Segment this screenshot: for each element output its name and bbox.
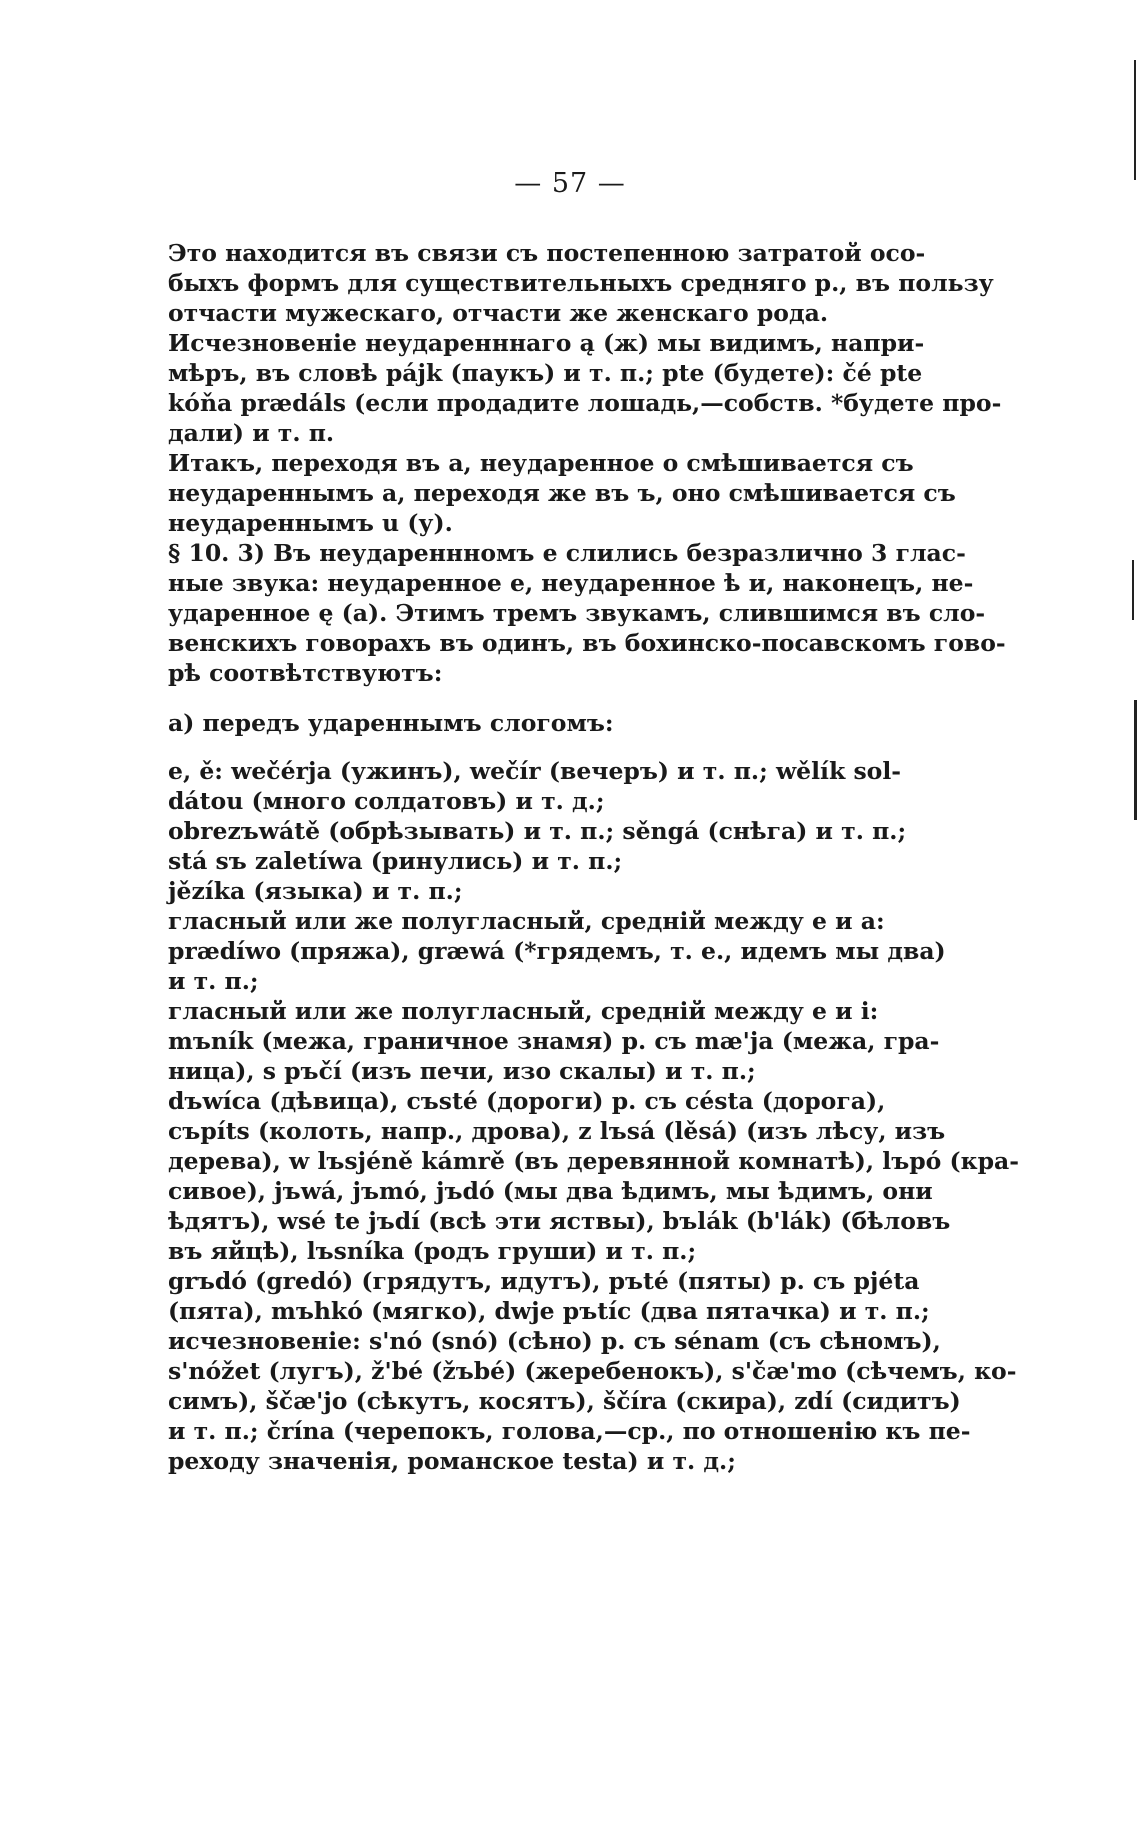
text-line: и т. п.; bbox=[168, 967, 259, 995]
text-line: отчасти мужескаго, отчасти же женскаго рода. bbox=[168, 299, 829, 327]
text-line: сивое), jъwá, jъmó, jъdó (мы два ѣдимъ, мы ѣдимъ, они bbox=[168, 1177, 933, 1205]
text-line: Итакъ, переходя въ а, неударенное о смѣшивается съ bbox=[168, 449, 914, 477]
text-line: stá sъ zaletíwa (ринулись) и т. п.; bbox=[168, 847, 623, 875]
text-line: неудареннымъ а, переходя же въ ъ, оно смѣшивается съ bbox=[168, 479, 956, 507]
text-line: е, ě: wečérja (ужинъ), wečír (вечеръ) и т. п.; wělík sol- bbox=[168, 757, 902, 785]
text-line: въ яйцѣ), lъsníka (родъ груши) и т. п.; bbox=[168, 1237, 697, 1265]
text-line: mъník (межа, граничное знамя) р. съ mæ'ja (межа, гра- bbox=[168, 1027, 940, 1055]
text-line: мѣръ, въ словѣ pájk (паукъ) и т. п.; pte (будете): čé pte bbox=[168, 359, 923, 387]
text-line: гласный или же полугласный, средній между е и а: bbox=[168, 907, 885, 935]
text-line: prædíwo (пряжа), græwá (*грядемъ, т. е., идемъ мы два) bbox=[168, 937, 946, 965]
text-line: Исчезновеніе неударенннаго ą (ж) мы видимъ, напри- bbox=[168, 329, 925, 357]
text-line: grъdó (gredó) (грядутъ, идутъ), pъté (пяты) р. съ pjéta bbox=[168, 1267, 920, 1295]
text-line: дали) и т. п. bbox=[168, 419, 335, 447]
text-line: (пята), mъhkó (мягко), dwje pъtíc (два пятачка) и т. п.; bbox=[168, 1297, 930, 1325]
text-line: венскихъ говорахъ въ одинъ, въ бохинско-посавскомъ гово- bbox=[168, 629, 1006, 657]
text-line: реходу значенія, романское testa) и т. д.; bbox=[168, 1447, 736, 1475]
section-heading-a: а) передъ удареннымъ слогомъ: bbox=[168, 709, 614, 737]
text-line: kóňa prædáls (если продадите лошадь,—собств. *будете про- bbox=[168, 389, 1002, 417]
text-line: jězíka (языка) и т. п.; bbox=[168, 877, 463, 905]
scan-edge-mark bbox=[1134, 700, 1137, 820]
text-line: Это находится въ связи съ постепенною затратой осо- bbox=[168, 239, 926, 267]
text-line: ѣдятъ), wsé te jъdí (всѣ эти яствы), bъlák (b'lák) (бѣловъ bbox=[168, 1207, 951, 1235]
text-line: быхъ формъ для существительныхъ средняго р., въ пользу bbox=[168, 269, 994, 297]
text-line: dъwíca (дѣвица), cъsté (дороги) р. съ césta (дорога), bbox=[168, 1087, 886, 1115]
text-line: ные звука: неударенное е, неударенное ѣ и, наконецъ, не- bbox=[168, 569, 974, 597]
text-line: dátou (много солдатовъ) и т. д.; bbox=[168, 787, 605, 815]
paragraph-group-1 bbox=[168, 238, 1006, 688]
text-line: obrezъwátě (обрѣзывать) и т. п.; sěngá (снѣга) и т. п.; bbox=[168, 817, 907, 845]
page-number: — 57 — bbox=[514, 168, 626, 199]
paragraph-group-2 bbox=[168, 756, 1020, 1476]
text-line: гласный или же полугласный, средній между е и і: bbox=[168, 997, 879, 1025]
text-line: неудареннымъ u (у). bbox=[168, 509, 453, 537]
body-text bbox=[168, 238, 1020, 1476]
text-line: ударенное ę (а). Этимъ тремъ звукамъ, слившимся въ сло- bbox=[168, 599, 986, 627]
text-line: ница), s pъčí (изъ печи, изо скалы) и т. п.; bbox=[168, 1057, 756, 1085]
text-line: симъ), ščæ'jo (сѣкутъ, косятъ), ščíra (скира), zdí (сидитъ) bbox=[168, 1387, 961, 1415]
text-line: исчезновеніе: s'nó (snó) (сѣно) р. съ sénam (съ сѣномъ), bbox=[168, 1327, 941, 1355]
scan-edge-mark bbox=[1132, 560, 1134, 620]
text-line: cъpíts (колоть, напр., дрова), z lъsá (lěsá) (изъ лѣсу, изъ bbox=[168, 1117, 946, 1145]
text-line: s'nóžet (лугъ), ž'bé (žъbé) (жеребенокъ), s'čæ'mo (сѣчемъ, ко- bbox=[168, 1357, 1017, 1385]
scan-edge-marks bbox=[1124, 0, 1140, 1836]
scan-edge-mark bbox=[1134, 60, 1136, 180]
text-line: и т. п.; črína (черепокъ, голова,—ср., по отношенію къ пе- bbox=[168, 1417, 971, 1445]
text-line: дерева), w lъsjéně kámrě (въ деревянной комнатѣ), lъpó (кра- bbox=[168, 1147, 1020, 1175]
text-line: § 10. 3) Въ неудареннномъ е слились безразлично 3 глас- bbox=[168, 539, 966, 567]
text-line: рѣ соотвѣтствуютъ: bbox=[168, 659, 443, 687]
